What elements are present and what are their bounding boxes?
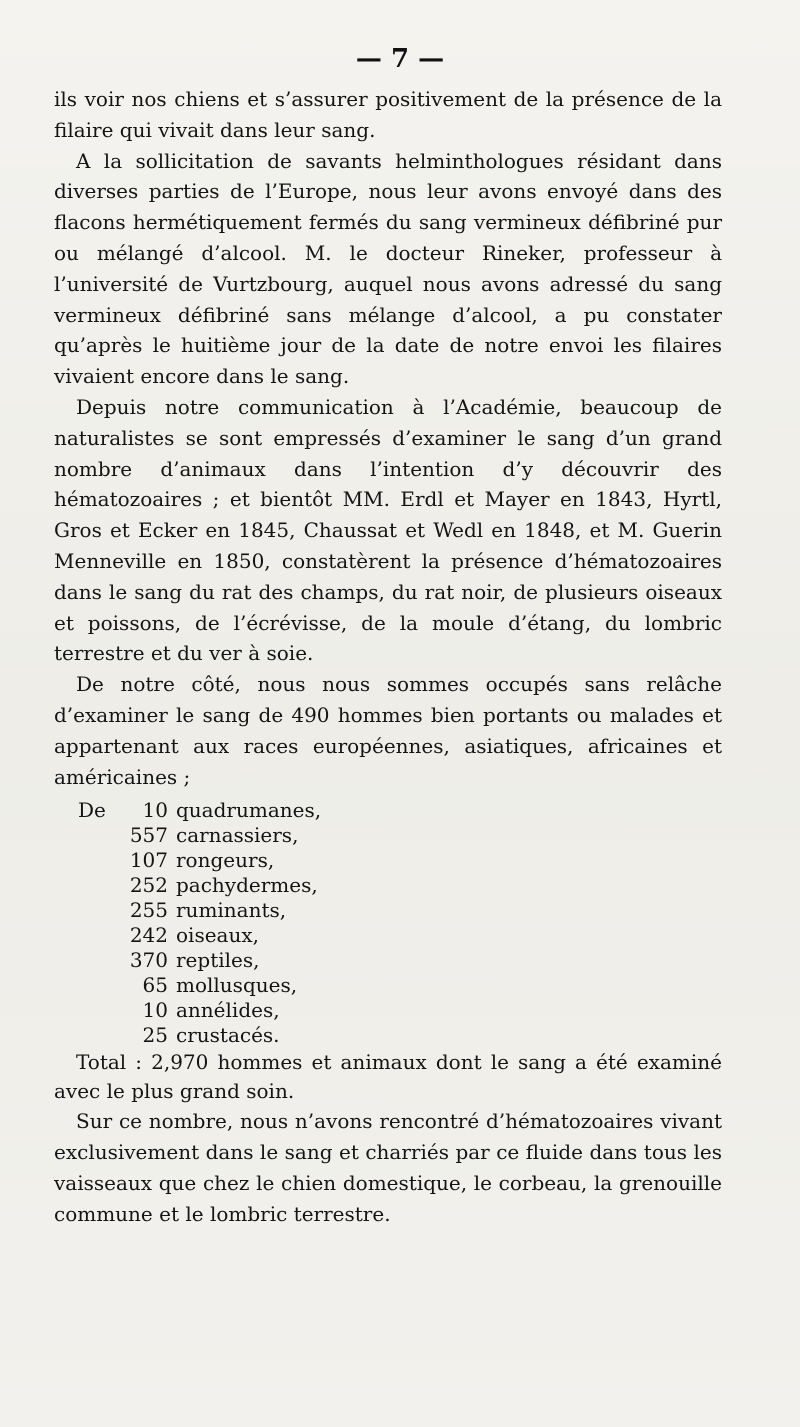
total-line: Total : 2,970 hommes et animaux dont le sang a été examiné avec le plus grand soin. [54, 1050, 722, 1104]
paragraph-helminthologists: A la sollicitation de savants helminthologues résidant dans diverses parties de l’Europe, nous leur avons envoyé dans des flacons hermétiquement fermés du sang vermineux défibriné pur ou mélangé d’alcool. M. le docteur Rineker, professeur à l’université de Vurtzbourg, auquel nous avons adressé du sang vermineux défibriné sans mélange d’alcool, a pu constater qu’après le huitième jour de la date de notre envoi les filaires vivaient encore dans le sang. [54, 148, 722, 389]
table-count: 242 [129, 923, 168, 948]
paragraph-examination: De notre côté, nous nous sommes occupés sans relâche d’examiner le sang de 490 hommes bien portants ou malades et appartenant aux races européennes, asiatiques, africaines et américaines ; [54, 672, 722, 789]
table-label: oiseaux, [176, 923, 259, 948]
page-text [54, 84, 722, 1230]
page-number: — 7 — [355, 44, 445, 74]
table-row [78, 823, 722, 848]
table-label: carnassiers, [176, 823, 299, 848]
table-count: 65 [142, 973, 168, 998]
table-row [78, 923, 722, 948]
table-count: 557 [129, 823, 168, 848]
table-label: pachydermes, [176, 873, 318, 898]
table-row [78, 798, 722, 823]
table-count: 25 [142, 1023, 168, 1048]
table-label: mollusques, [176, 973, 298, 998]
table-row [78, 873, 722, 898]
table-row [78, 998, 722, 1023]
table-label: rongeurs, [176, 848, 275, 873]
table-label: quadrumanes, [176, 798, 322, 823]
table-label: crustacés. [176, 1023, 280, 1048]
table-count: 10 [142, 998, 168, 1023]
table-row [78, 1023, 722, 1048]
table-count: 252 [129, 873, 168, 898]
table-count: 370 [129, 948, 168, 973]
animal-count-table [78, 798, 722, 1048]
paragraph-continuation: ils voir nos chiens et s’assurer positivement de la présence de la filaire qui vivait dans leur sang. [54, 87, 722, 142]
table-label: ruminants, [176, 898, 287, 923]
table-count: 107 [129, 848, 168, 873]
table-prefix: De [78, 798, 106, 823]
table-count: 10 [142, 798, 168, 823]
table-row [78, 948, 722, 973]
table-count: 255 [129, 898, 168, 923]
table-row [78, 848, 722, 873]
paragraph-conclusion: Sur ce nombre, nous n’avons rencontré d’hématozoaires vivant exclusivement dans le sang et charriés par ce fluide dans tous les vaisseaux que chez le chien domestique, le corbeau, la grenouille commune et le lombric terrestre. [54, 1109, 722, 1227]
table-label: reptiles, [176, 948, 260, 973]
table-row [78, 973, 722, 998]
paragraph-naturalists: Depuis notre communication à l’Académie, beaucoup de naturalistes se sont empressés d’examiner le sang d’un grand nombre d’animaux dans l’intention d’y découvrir des hématozoaires ; et bientôt MM. Erdl et Mayer en 1843, Hyrtl, Gros et Ecker en 1845, Chaussat et Wedl en 1848, et M. Guerin Menneville en 1850, constatèrent la présence d’hématozoaires dans le sang du rat des champs, du rat noir, de plusieurs oiseaux et poissons, de l’écrévisse, de la moule d’étang, du lombric terrestre et du ver à soie. [54, 394, 722, 666]
table-label: annélides, [176, 998, 280, 1023]
table-row [78, 898, 722, 923]
